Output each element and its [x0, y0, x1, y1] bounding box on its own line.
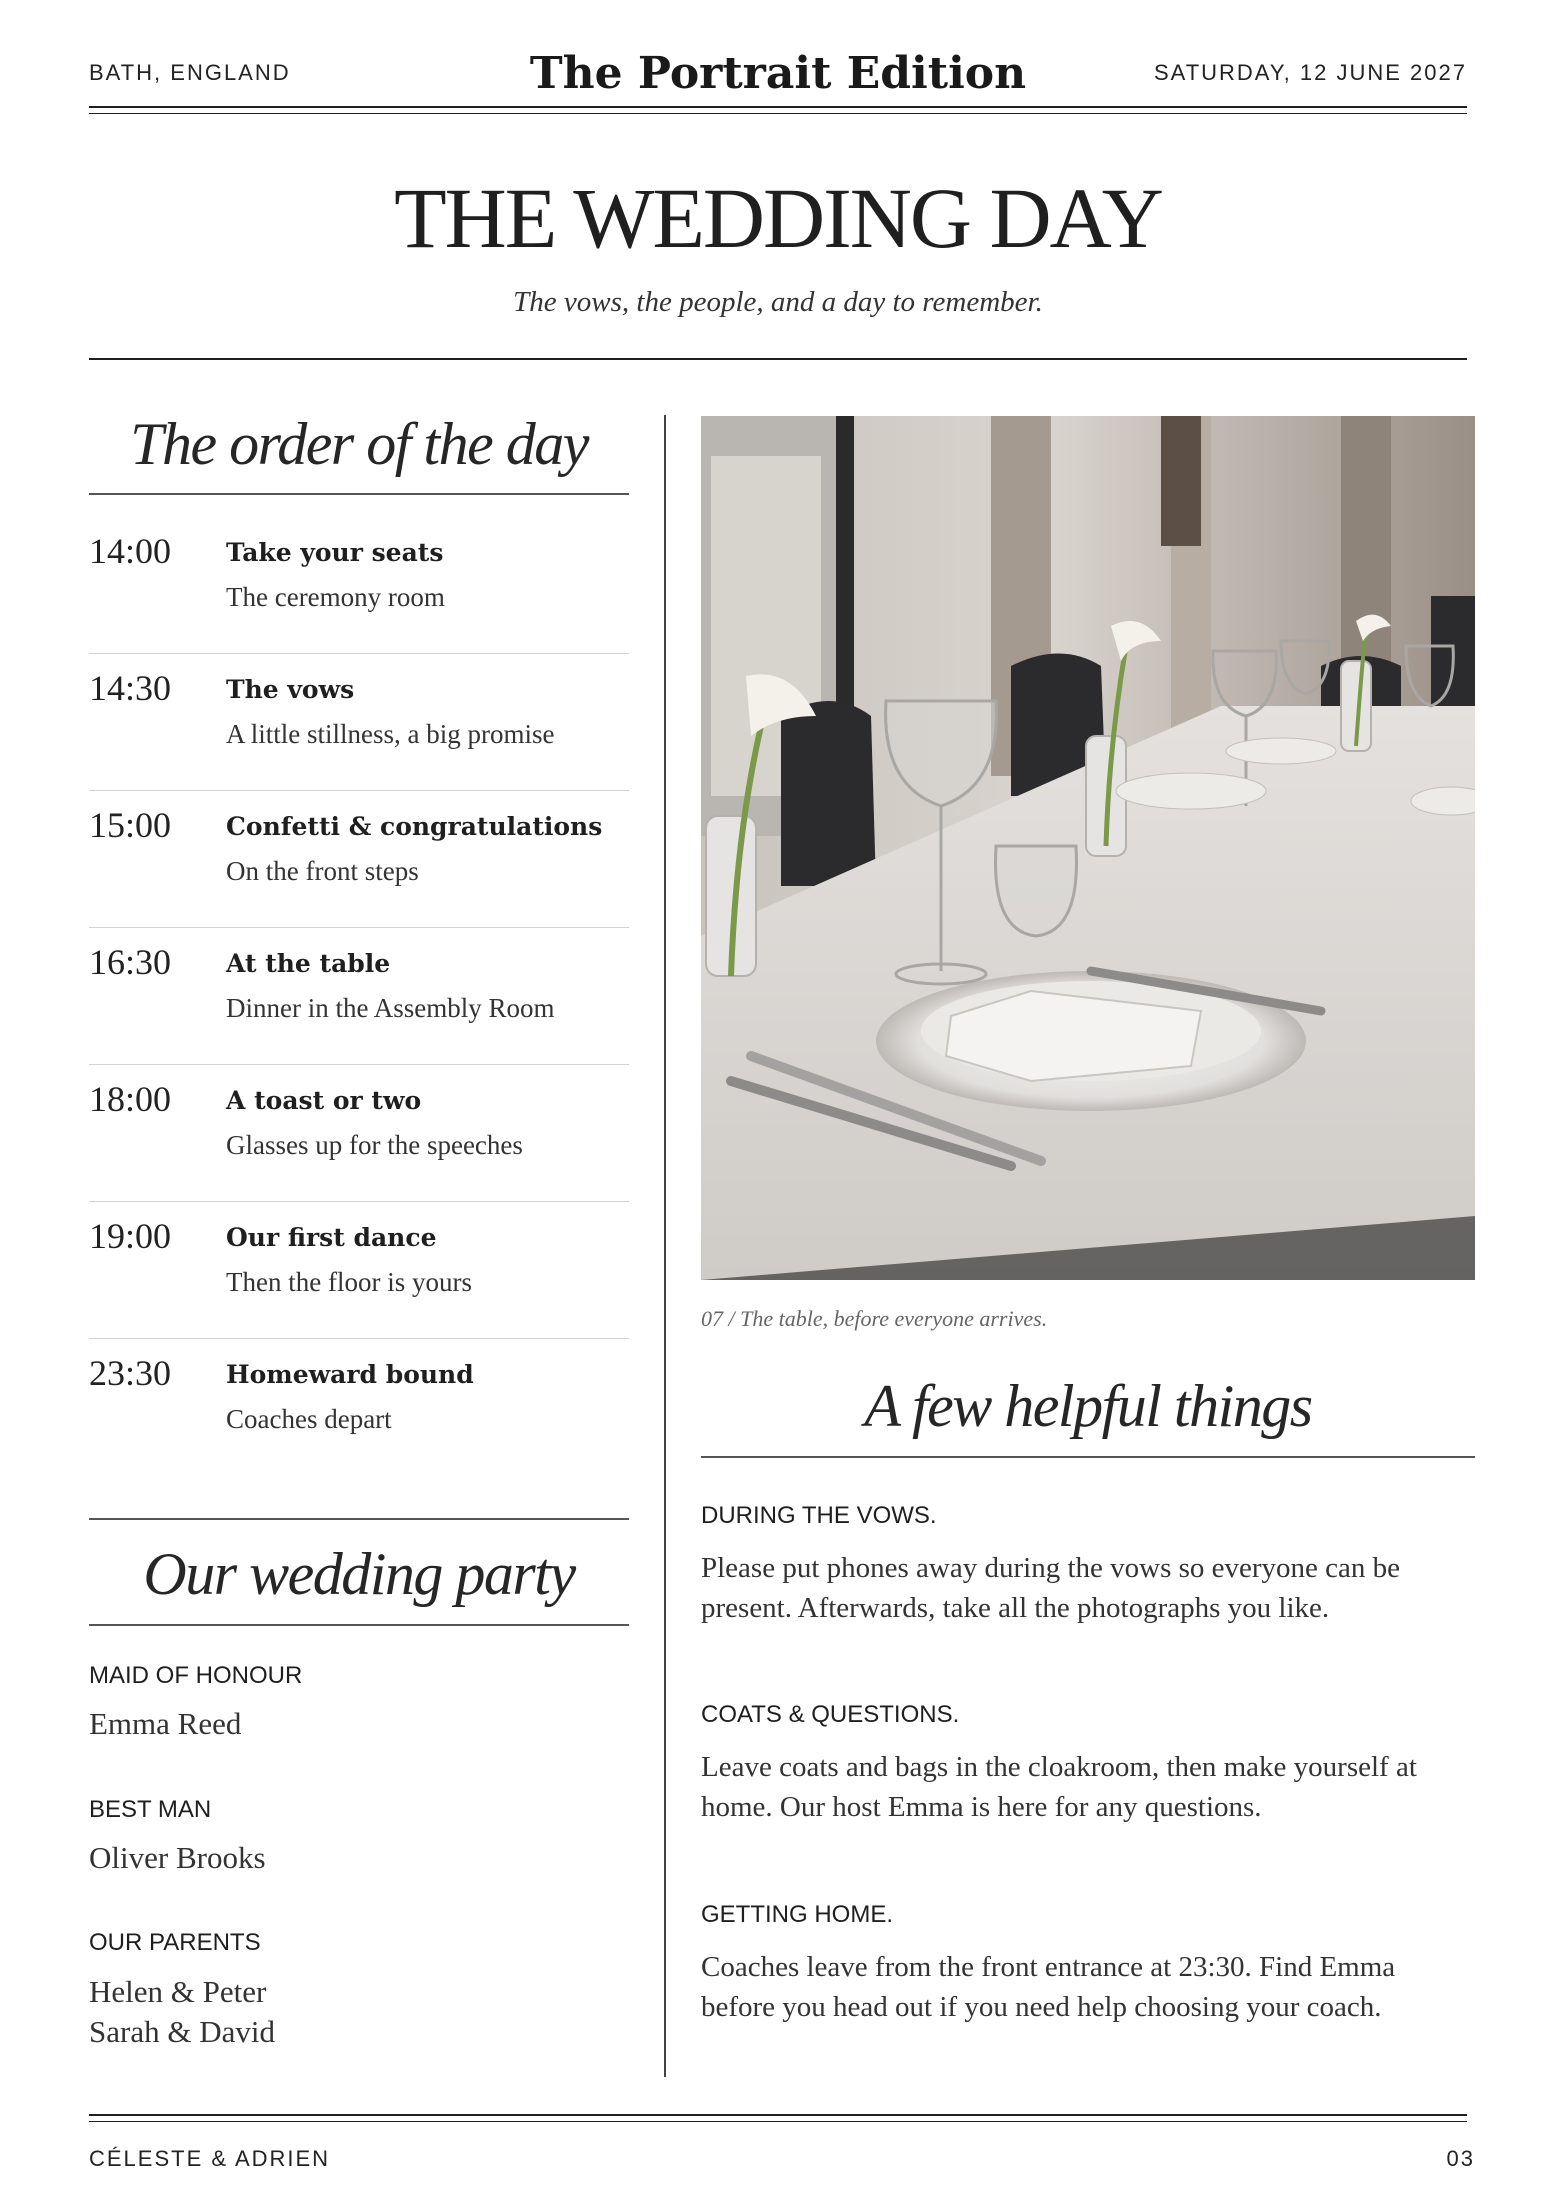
role-name-best-man: Oliver Brooks [89, 1840, 266, 1875]
footer-couple: CÉLESTE & ADRIEN [89, 2146, 331, 2171]
page-number: 03 [1446, 2146, 1475, 2171]
role-name-maid-of-honour: Emma Reed [89, 1706, 242, 1741]
schedule-title: Homeward bound [226, 1360, 474, 1389]
tip-label-coats: COATS & QUESTIONS. [701, 1701, 960, 1728]
schedule-item [89, 1352, 629, 1488]
tip-label-vows: DURING THE VOWS. [701, 1502, 937, 1529]
party-heading: Our wedding party [143, 1541, 575, 1607]
tip-body-getting-home-line-1: Coaches leave from the front entrance at 23:30. Find Emma [701, 1951, 1396, 1983]
party-top-rule [89, 1518, 629, 1520]
photo-caption: 07 / The table, before everyone arrives. [701, 1306, 1048, 1331]
schedule-time: 23:30 [89, 1353, 172, 1393]
footer-rule-top [89, 2114, 1467, 2116]
masthead-rule-bottom [89, 113, 1467, 114]
schedule-item [89, 804, 629, 940]
schedule-separator [89, 653, 629, 654]
schedule-subtitle: Dinner in the Assembly Room [226, 993, 555, 1023]
schedule-subtitle: Then the floor is yours [226, 1267, 472, 1297]
schedule-subtitle: On the front steps [226, 856, 419, 886]
tip-body-vows-line-1: Please put phones away during the vows so everyone can be [701, 1552, 1401, 1584]
table-setting-photo [701, 416, 1475, 1280]
schedule-item [89, 530, 629, 666]
role-name-parents-1: Helen & Peter [89, 1974, 267, 2009]
schedule-heading: The order of the day [130, 411, 588, 477]
footer-rule-bottom [89, 2121, 1467, 2122]
tip-body-getting-home [701, 1947, 1475, 2027]
schedule-time: 14:30 [89, 668, 172, 708]
schedule-separator [89, 1064, 629, 1065]
tips-heading-rule [701, 1456, 1475, 1458]
issue-date: SATURDAY, 12 JUNE 2027 [1153, 60, 1467, 85]
tip-body-coats [701, 1747, 1475, 1827]
tip-body-coats-line-1: Leave coats and bags in the cloakroom, then make yourself at [701, 1751, 1417, 1783]
page-title: THE WEDDING DAY [394, 170, 1162, 266]
schedule-item [89, 667, 629, 803]
page-subtitle: The vows, the people, and a day to remember. [513, 286, 1043, 318]
schedule-separator [89, 927, 629, 928]
masthead-rule-top [89, 106, 1467, 108]
role-label-parents: OUR PARENTS [89, 1929, 261, 1956]
schedule-subtitle: Coaches depart [226, 1404, 392, 1434]
tip-body-vows-line-2: present. Afterwards, take all the photographs you like. [701, 1592, 1330, 1624]
schedule-title: A toast or two [226, 1086, 422, 1115]
tip-body-coats-line-2: home. Our host Emma is here for any questions. [701, 1791, 1262, 1823]
schedule-item [89, 1215, 629, 1351]
column-divider [664, 415, 666, 2077]
schedule-title: At the table [226, 949, 391, 978]
tip-body-vows [701, 1548, 1475, 1628]
schedule-subtitle: A little stillness, a big promise [226, 719, 555, 749]
role-name-parents-2: Sarah & David [89, 2014, 275, 2049]
headline-rule [89, 358, 1467, 360]
publication-title: The Portrait Edition [529, 48, 1027, 99]
schedule-time: 15:00 [89, 805, 172, 845]
schedule-heading-rule [89, 493, 629, 495]
table-setting-illustration [701, 416, 1475, 1280]
schedule-title: Our first dance [226, 1223, 437, 1252]
location: BATH, ENGLAND [89, 60, 291, 85]
schedule-time: 19:00 [89, 1216, 172, 1256]
schedule-separator [89, 1201, 629, 1202]
schedule-time: 14:00 [89, 531, 172, 571]
schedule-item [89, 1078, 629, 1214]
schedule-time: 16:30 [89, 942, 172, 982]
schedule-title: The vows [226, 675, 355, 704]
role-label-maid-of-honour: MAID OF HONOUR [89, 1662, 303, 1689]
tip-label-getting-home: GETTING HOME. [701, 1901, 893, 1928]
tips-heading: A few helpful things [864, 1373, 1312, 1439]
schedule-subtitle: The ceremony room [226, 582, 445, 612]
schedule-separator [89, 790, 629, 791]
masthead [89, 48, 1467, 108]
party-heading-rule [89, 1624, 629, 1626]
role-label-best-man: BEST MAN [89, 1796, 212, 1823]
schedule-title: Take your seats [226, 538, 444, 567]
tip-body-getting-home-line-2: before you head out if you need help choosing your coach. [701, 1991, 1382, 2023]
schedule-item [89, 941, 629, 1077]
schedule-time: 18:00 [89, 1079, 172, 1119]
schedule-subtitle: Glasses up for the speeches [226, 1130, 523, 1160]
schedule-separator [89, 1338, 629, 1339]
schedule-title: Confetti & congratulations [226, 812, 603, 841]
